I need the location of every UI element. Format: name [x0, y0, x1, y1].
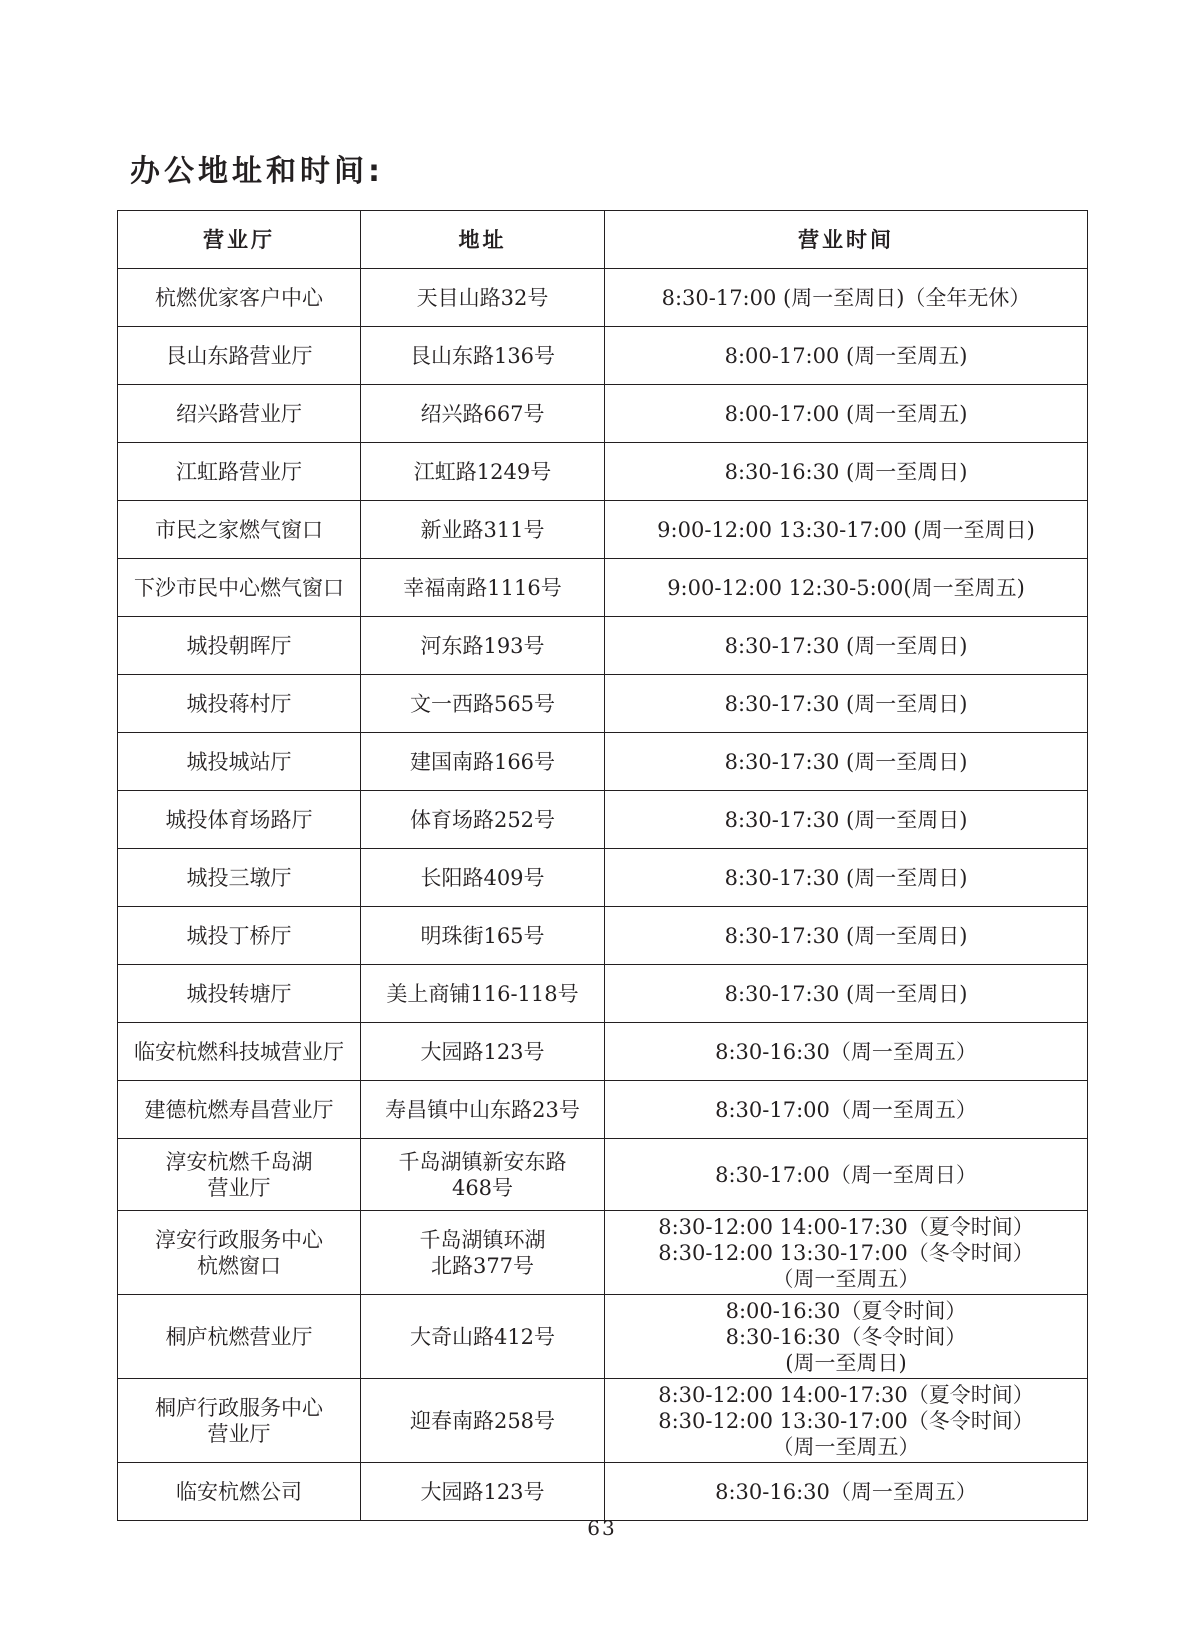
office-name-line: 江虹路营业厅: [176, 459, 302, 484]
address-cell: [361, 559, 605, 617]
address-line: 北路377号: [430, 1253, 535, 1278]
hours-cell: [605, 1295, 1088, 1379]
hours-line: 8:30-17:00（周一至周日）: [715, 1162, 977, 1187]
address-cell: [361, 791, 605, 849]
header-address: 地址: [361, 211, 605, 269]
office-name-cell: [118, 443, 361, 501]
page-title: 办公地址和时间:: [130, 154, 384, 189]
hours-cell: [605, 617, 1088, 675]
office-name-cell: [118, 791, 361, 849]
address-line: 河东路193号: [420, 633, 545, 658]
office-name-cell: [118, 327, 361, 385]
office-name-line: 桐庐行政服务中心: [155, 1395, 323, 1420]
hours-cell: [605, 1379, 1088, 1463]
office-name-cell: [118, 965, 361, 1023]
header-hours: 营业时间: [605, 211, 1088, 269]
hours-line: 8:30-16:30（周一至周五）: [715, 1039, 977, 1064]
hours-cell: [605, 559, 1088, 617]
address-line: 长阳路409号: [420, 865, 545, 890]
hours-cell: [605, 1463, 1088, 1521]
office-name-cell: [118, 1379, 361, 1463]
hours-line: 9:00-12:00 13:30-17:00 (周一至周日): [657, 517, 1035, 542]
hours-line: 8:30-17:30 (周一至周日): [724, 633, 968, 658]
office-name-line: 桐庐杭燃营业厅: [165, 1324, 313, 1349]
address-line: 幸福南路1116号: [403, 575, 562, 600]
table-header-row: [118, 211, 1088, 269]
table-row: [118, 501, 1088, 559]
office-name-cell: [118, 733, 361, 791]
hours-line: 8:30-17:30 (周一至周日): [724, 807, 968, 832]
office-name-cell: [118, 1463, 361, 1521]
hours-cell: [605, 907, 1088, 965]
hours-cell: [605, 1081, 1088, 1139]
office-name-cell: [118, 501, 361, 559]
hours-line: 8:00-17:00 (周一至周五): [724, 343, 968, 368]
address-line: 千岛湖镇环湖: [419, 1227, 546, 1252]
hours-cell: [605, 501, 1088, 559]
address-line: 文一西路565号: [409, 691, 556, 716]
office-name-cell: [118, 849, 361, 907]
office-name-line: 城投朝晖厅: [186, 633, 292, 658]
office-name-cell: [118, 385, 361, 443]
table-row: [118, 1379, 1088, 1463]
hours-line: 8:30-17:00 (周一至周日)（全年无休）: [661, 285, 1031, 310]
hours-line: (周一至周日): [785, 1350, 907, 1375]
office-name-line: 临安杭燃科技城营业厅: [134, 1039, 344, 1064]
office-name-cell: [118, 559, 361, 617]
address-line: 建国南路166号: [409, 749, 556, 774]
address-cell: [361, 675, 605, 733]
hours-cell: [605, 269, 1088, 327]
address-line: 大奇山路412号: [409, 1324, 556, 1349]
office-name-line: 营业厅: [207, 1175, 271, 1200]
office-name-line: 绍兴路营业厅: [176, 401, 302, 426]
office-name-line: 杭燃窗口: [197, 1253, 281, 1278]
hours-cell: [605, 1211, 1088, 1295]
hours-line: （周一至周五）: [772, 1266, 920, 1291]
address-cell: [361, 443, 605, 501]
hours-cell: [605, 965, 1088, 1023]
address-cell: [361, 965, 605, 1023]
table-row: [118, 791, 1088, 849]
address-cell: [361, 1139, 605, 1211]
office-name-line: 城投转塘厅: [186, 981, 292, 1006]
table-body: [118, 269, 1088, 1521]
address-cell: [361, 1379, 605, 1463]
hours-line: 8:30-17:30 (周一至周日): [724, 749, 968, 774]
office-name-line: 建德杭燃寿昌营业厅: [144, 1097, 334, 1122]
office-name-line: 城投城站厅: [186, 749, 292, 774]
address-cell: [361, 907, 605, 965]
address-line: 绍兴路667号: [420, 401, 545, 426]
hours-cell: [605, 1023, 1088, 1081]
office-name-line: 城投丁桥厅: [186, 923, 292, 948]
address-cell: [361, 1295, 605, 1379]
table-row: [118, 1081, 1088, 1139]
office-table: [117, 210, 1088, 1521]
address-cell: [361, 617, 605, 675]
table-row: [118, 1295, 1088, 1379]
hours-cell: [605, 385, 1088, 443]
hours-line: 8:30-16:30 (周一至周日): [724, 459, 968, 484]
table-row: [118, 443, 1088, 501]
address-cell: [361, 501, 605, 559]
office-name-cell: [118, 1081, 361, 1139]
hours-line: 8:00-16:30（夏令时间）: [725, 1298, 967, 1323]
hours-line: 8:00-17:00 (周一至周五): [724, 401, 968, 426]
hours-cell: [605, 733, 1088, 791]
table-row: [118, 327, 1088, 385]
header-office: 营业厅: [118, 211, 361, 269]
table-row: [118, 733, 1088, 791]
office-name-cell: [118, 1139, 361, 1211]
hours-cell: [605, 675, 1088, 733]
office-name-cell: [118, 1211, 361, 1295]
address-line: 明珠街165号: [420, 923, 545, 948]
office-name-cell: [118, 617, 361, 675]
office-name-cell: [118, 1023, 361, 1081]
table-row: [118, 1463, 1088, 1521]
address-cell: [361, 269, 605, 327]
hours-line: 8:30-17:30 (周一至周日): [724, 865, 968, 890]
office-name-cell: [118, 269, 361, 327]
hours-line: 8:30-12:00 14:00-17:30（夏令时间）: [658, 1214, 1034, 1239]
address-cell: [361, 1463, 605, 1521]
page-number: 63: [587, 1516, 617, 1540]
office-name-line: 城投三墩厅: [186, 865, 292, 890]
table-row: [118, 675, 1088, 733]
hours-line: （周一至周五）: [772, 1434, 920, 1459]
hours-line: 9:00-12:00 12:30-5:00(周一至周五): [667, 575, 1025, 600]
address-line: 江虹路1249号: [413, 459, 552, 484]
address-line: 体育场路252号: [409, 807, 556, 832]
address-cell: [361, 1081, 605, 1139]
office-name-cell: [118, 1295, 361, 1379]
hours-line: 8:30-16:30（周一至周五）: [715, 1479, 977, 1504]
office-name-line: 城投蒋村厅: [186, 691, 292, 716]
table-row: [118, 269, 1088, 327]
hours-cell: [605, 443, 1088, 501]
address-line: 艮山东路136号: [409, 343, 556, 368]
address-line: 468号: [451, 1175, 514, 1200]
table-row: [118, 617, 1088, 675]
hours-cell: [605, 791, 1088, 849]
table-row: [118, 849, 1088, 907]
office-name-line: 营业厅: [207, 1421, 271, 1446]
address-line: 大园路123号: [420, 1479, 545, 1504]
office-name-cell: [118, 675, 361, 733]
office-name-line: 下沙市民中心燃气窗口: [134, 575, 344, 600]
hours-line: 8:30-12:00 13:30-17:00（冬令时间）: [658, 1408, 1034, 1433]
table-row: [118, 965, 1088, 1023]
address-cell: [361, 849, 605, 907]
office-name-line: 城投体育场路厅: [165, 807, 313, 832]
address-line: 千岛湖镇新安东路: [398, 1149, 567, 1174]
address-cell: [361, 733, 605, 791]
address-cell: [361, 385, 605, 443]
address-cell: [361, 1211, 605, 1295]
address-cell: [361, 1023, 605, 1081]
table-row: [118, 1139, 1088, 1211]
table-row: [118, 907, 1088, 965]
address-line: 新业路311号: [420, 517, 545, 542]
hours-line: 8:30-12:00 13:30-17:00（冬令时间）: [658, 1240, 1034, 1265]
hours-line: 8:30-17:00（周一至周五）: [715, 1097, 977, 1122]
office-name-line: 临安杭燃公司: [176, 1479, 302, 1504]
office-name-line: 淳安行政服务中心: [155, 1227, 323, 1252]
hours-line: 8:30-12:00 14:00-17:30（夏令时间）: [658, 1382, 1034, 1407]
address-line: 迎春南路258号: [409, 1408, 556, 1433]
hours-line: 8:30-17:30 (周一至周日): [724, 691, 968, 716]
hours-cell: [605, 1139, 1088, 1211]
office-name-line: 市民之家燃气窗口: [155, 517, 323, 542]
hours-line: 8:30-17:30 (周一至周日): [724, 981, 968, 1006]
office-name-line: 淳安杭燃千岛湖: [165, 1149, 313, 1174]
table-row: [118, 1211, 1088, 1295]
table-row: [118, 559, 1088, 617]
address-line: 大园路123号: [420, 1039, 545, 1064]
hours-line: 8:30-16:30（冬令时间）: [725, 1324, 967, 1349]
office-name-line: 艮山东路营业厅: [165, 343, 313, 368]
address-cell: [361, 327, 605, 385]
table-row: [118, 385, 1088, 443]
office-name-line: 杭燃优家客户中心: [155, 285, 323, 310]
hours-cell: [605, 327, 1088, 385]
hours-cell: [605, 849, 1088, 907]
table-row: [118, 1023, 1088, 1081]
address-line: 寿昌镇中山东路23号: [385, 1097, 580, 1122]
address-line: 美上商铺116-118号: [386, 981, 579, 1006]
office-name-cell: [118, 907, 361, 965]
hours-line: 8:30-17:30 (周一至周日): [724, 923, 968, 948]
address-line: 天目山路32号: [416, 285, 549, 310]
